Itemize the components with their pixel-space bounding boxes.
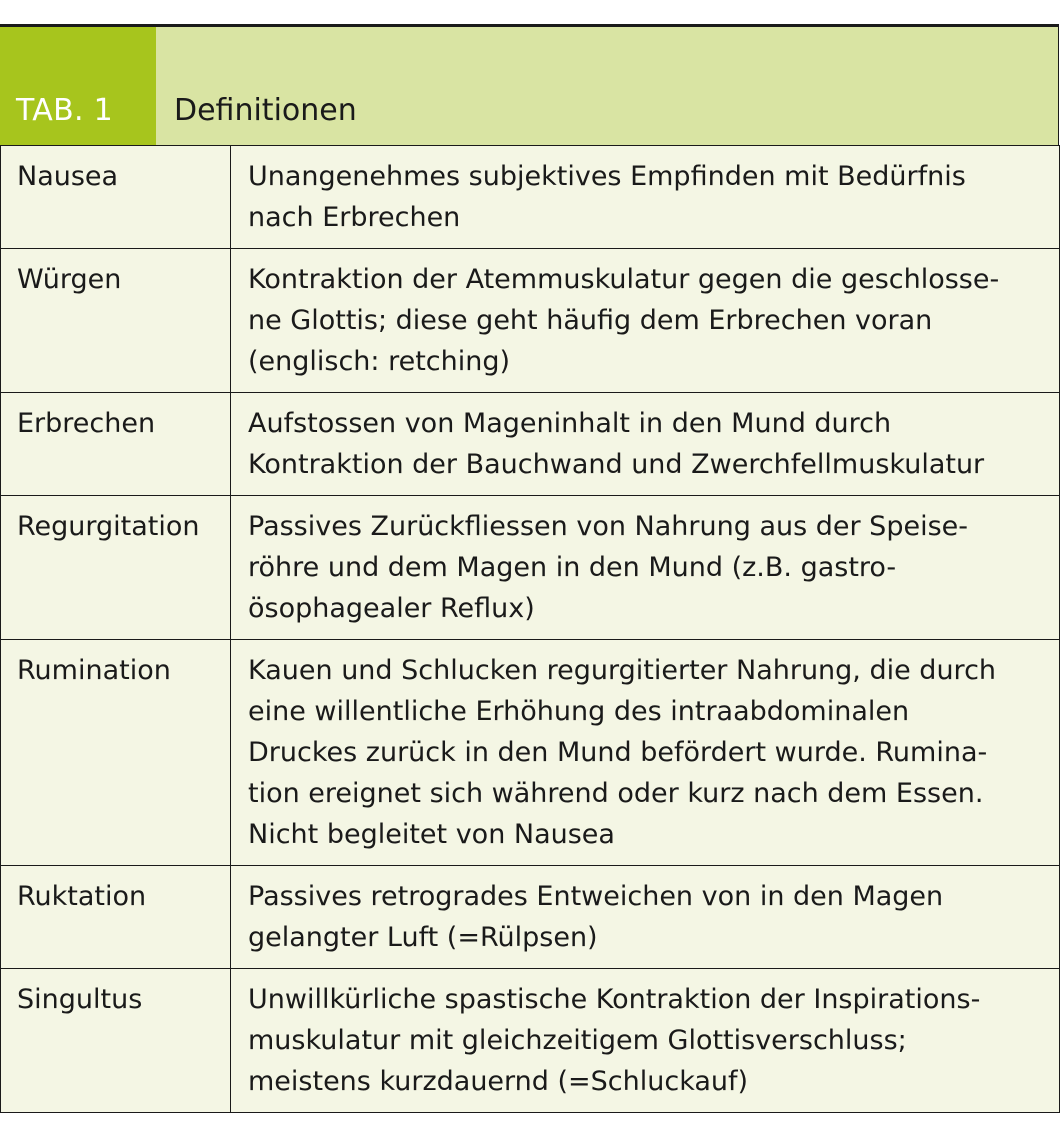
term-cell: Würgen (1, 249, 231, 393)
table-row (1, 866, 1060, 969)
table-row (1, 496, 1060, 640)
table-row (1, 640, 1060, 866)
term-cell: Nausea (1, 146, 231, 249)
definition-line: Unangenehmes subjektives Empfinden mit Bedürfnis (248, 161, 966, 192)
table-number-label: TAB. 1 (0, 27, 156, 145)
definition-line: Unwillkürliche spastische Kontraktion der Inspirations- (248, 984, 981, 1015)
definition-cell (231, 866, 1060, 969)
table-row (1, 146, 1060, 249)
definition-line: Passives Zurückfliessen von Nahrung aus der Speise- (248, 511, 968, 542)
table-title: Definitionen (174, 93, 357, 128)
definition-line: röhre und dem Magen in den Mund (z.B. gastro- (248, 552, 897, 583)
table-body (1, 146, 1060, 1113)
definition-cell (231, 969, 1060, 1113)
definition-line: Kontraktion der Atemmuskulatur gegen die geschlosse- (248, 264, 1000, 295)
definition-line: Kontraktion der Bauchwand und Zwerchfellmuskulatur (248, 449, 985, 480)
definition-cell (231, 640, 1060, 866)
definition-line: meistens kurzdauernd (=Schluckauf) (248, 1066, 749, 1097)
term-cell: Rumination (1, 640, 231, 866)
definition-line: gelangter Luft (=Rülpsen) (248, 922, 598, 953)
definition-line: Druckes zurück in den Mund befördert wurde. Rumina- (248, 737, 988, 768)
term-cell: Regurgitation (1, 496, 231, 640)
table-row (1, 969, 1060, 1113)
definition-line: (englisch: retching) (248, 346, 511, 377)
definition-line: nach Erbrechen (248, 202, 461, 233)
definition-line: Aufstossen von Mageninhalt in den Mund durch (248, 408, 892, 439)
definition-line: muskulatur mit gleichzeitigem Glottisverschluss; (248, 1025, 907, 1056)
term-cell: Singultus (1, 969, 231, 1113)
definition-cell (231, 249, 1060, 393)
definition-line: Kauen und Schlucken regurgitierter Nahrung, die durch (248, 655, 997, 686)
definition-line: ösophagealer Reflux) (248, 593, 535, 624)
definition-cell (231, 146, 1060, 249)
definitions-table (0, 24, 1059, 1113)
definition-line: Passives retrogrades Entweichen von in den Magen (248, 881, 944, 912)
table-row (1, 249, 1060, 393)
table-header (0, 27, 1059, 145)
term-cell: Ruktation (1, 866, 231, 969)
definitions-grid (0, 145, 1060, 1113)
definition-cell (231, 496, 1060, 640)
definition-line: eine willentliche Erhöhung des intraabdominalen (248, 696, 910, 727)
definition-line: Nicht begleitet von Nausea (248, 819, 615, 850)
definition-cell (231, 393, 1060, 496)
table-row (1, 393, 1060, 496)
term-cell: Erbrechen (1, 393, 231, 496)
definition-line: ne Glottis; diese geht häufig dem Erbrechen voran (248, 305, 933, 336)
definition-line: tion ereignet sich während oder kurz nach dem Essen. (248, 778, 984, 809)
